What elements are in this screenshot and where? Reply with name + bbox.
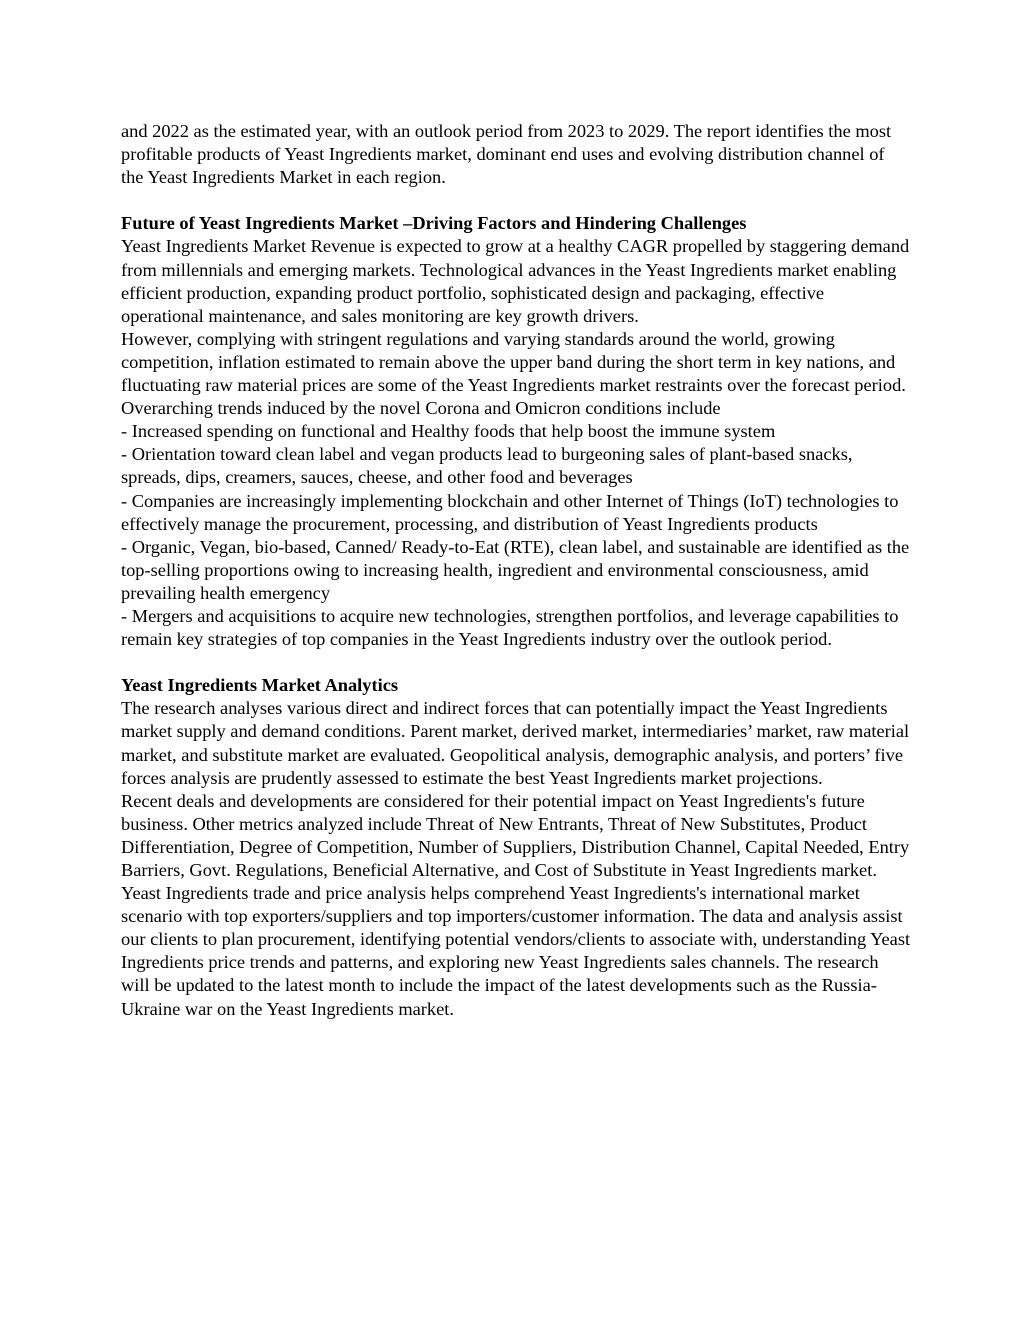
analytics-paragraph-metrics: Recent deals and developments are considered for their potential impact on Yeast Ingredients's future business. Other metrics analyzed include Threat of New Entrants, Threat of New Substitutes, Product Differentiation, Degree of Competition, Number of Suppliers, Distribution Channel, Capital Needed, Entry Barriers, Govt. Regulations, Beneficial Alternative, and Cost of Substitute in Yeast Ingredients market.	[121, 790, 910, 880]
trend-item: - Orientation toward clean label and vegan products lead to burgeoning sales of plant-based snacks, spreads, dips, creamers, sauces, cheese, and other food and beverages	[121, 444, 853, 488]
paragraph-spacer	[121, 189, 911, 212]
trend-item: - Organic, Vegan, bio-based, Canned/ Ready-to-Eat (RTE), clean label, and sustainable are identified as the top-selling proportions owing to increasing health, ingredient and environmental consciousness, amid prevailing health emergency	[121, 536, 910, 603]
intro-paragraph: and 2022 as the estimated year, with an outlook period from 2023 to 2029. The report identifies the most profitable products of Yeast Ingredients market, dominant end uses and evolving distribution channel of the Yeast Ingredients Market in each region.	[121, 121, 892, 188]
future-paragraph-restraints: However, complying with stringent regulations and varying standards around the world, growing competition, inflation estimated to remain above the upper band during the short term in key nations, and fluctuating raw material prices are some of the Yeast Ingredients market restraints over the forecast period.	[121, 328, 906, 396]
paragraph-spacer	[121, 651, 911, 674]
analytics-paragraph-trade: Yeast Ingredients trade and price analysis helps comprehend Yeast Ingredients's international market scenario with top exporters/suppliers and top importers/customer information. The data and analysis assist our clients to plan procurement, identifying potential vendors/clients to associate with, understanding Yeast Ingredients price trends and patterns, and exploring new Yeast Ingredients sales channels. The research will be updated to the latest month to include the impact of the latest developments such as the Russia-Ukraine war on the Yeast Ingredients market.	[121, 883, 911, 1019]
trend-item: - Mergers and acquisitions to acquire new technologies, strengthen portfolios, and leverage capabilities to remain key strategies of top companies in the Yeast Ingredients industry over the outlook period.	[121, 605, 899, 650]
future-paragraph-trends-intro: Overarching trends induced by the novel Corona and Omicron conditions include	[121, 398, 721, 419]
analytics-section-heading: Yeast Ingredients Market Analytics	[121, 675, 399, 696]
analytics-paragraph-forces: The research analyses various direct and indirect forces that can potentially impact the Yeast Ingredients market supply and demand conditions. Parent market, derived market, intermediaries’ market, raw material market, and substitute market are evaluated. Geopolitical analysis, demographic analysis, and porters’ five forces analysis are prudently assessed to estimate the best Yeast Ingredients market projections.	[121, 698, 910, 788]
trend-item: - Increased spending on functional and Healthy foods that help boost the immune system	[121, 421, 776, 442]
trend-item: - Companies are increasingly implementing blockchain and other Internet of Things (IoT) technologies to effectively manage the procurement, processing, and distribution of Yeast Ingredients products	[121, 490, 899, 534]
future-paragraph-drivers: Yeast Ingredients Market Revenue is expected to grow at a healthy CAGR propelled by staggering demand from millennials and emerging markets. Technological advances in the Yeast Ingredients market enabling efficient production, expanding product portfolio, sophisticated design and packaging, effective operational maintenance, and sales monitoring are key growth drivers.	[121, 236, 910, 326]
future-section-heading: Future of Yeast Ingredients Market –Driving Factors and Hindering Challenges	[121, 213, 747, 234]
document-page	[121, 120, 911, 1021]
